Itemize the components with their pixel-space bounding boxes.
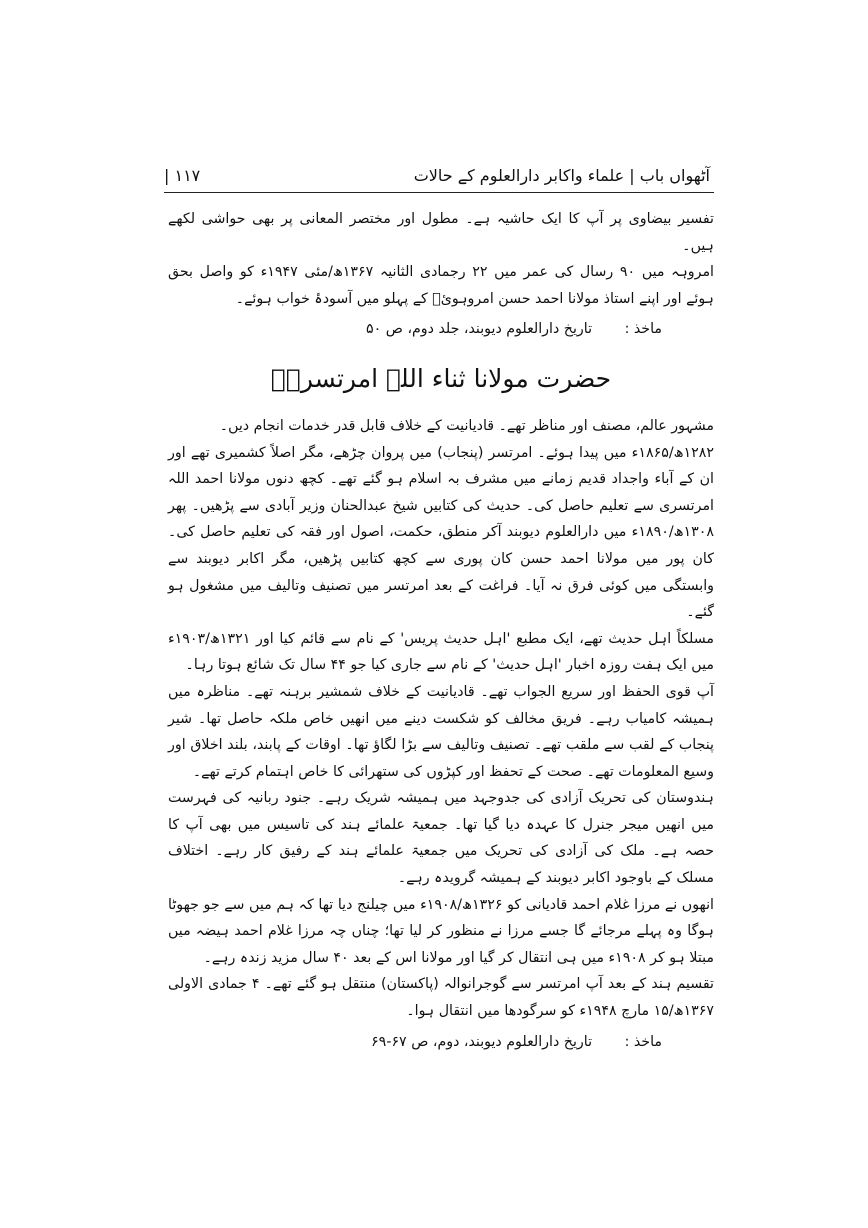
paragraph: امروہہ میں ۹۰ رسال کی عمر میں ۲۲ رجمادی الثانیہ ۱۳۶۷ھ/مئی ۱۹۴۷ء کو واصل بحق ہوئے اور اپنے استاذ مولانا احمد حسن امروہوئؒ کے پہلو میں آسودۂ خواب ہوئے۔ bbox=[168, 264, 714, 307]
section-heading: حضرت مولانا ثناء اللہ امرتسریؒ bbox=[270, 363, 612, 393]
source-label: ماخذ : bbox=[624, 321, 662, 338]
paragraph: مسلکاً اہل حدیث تھے، ایک مطبع 'اہل حدیث پریس' کے نام سے قائم کیا اور ۱۳۲۱ھ/۱۹۰۳ء میں ایک ہفت روزہ اخبار 'اہل حدیث' کے نام سے جاری کیا جو ۴۴ سال تک شائع ہوتا رہا۔ bbox=[168, 630, 714, 674]
source-text: تاریخ دارالعلوم دیوبند، جلد دوم، ص ۵۰ bbox=[366, 321, 593, 338]
source-text: تاریخ دارالعلوم دیوبند، دوم، ص ۶۷-۶۹ bbox=[371, 1033, 593, 1050]
paragraph: ہندوستان کی تحریک آزادی کی جدوجہد میں ہمیشہ شریک رہے۔ جنود ربانیہ کی فہرست میں انھیں میجر جنرل کا عہدہ دیا گیا تھا۔ جمعیۃ علمائے ہند کی تاسیس میں بھی آپ کا حصہ ہے۔ ملک کی آزادی کی تحریک میں جمعیۃ علمائے ہند کے رفیق کار رہے۔ اختلاف مسلک کے باوجود اکابر دیوبند کے ہمیشہ گرویدہ رہے۔ bbox=[168, 790, 714, 887]
paragraph: تفسیر بیضاوی پر آپ کا ایک حاشیہ ہے۔ مطول اور مختصر المعانی پر بھی حواشی لکھے ہیں۔ bbox=[168, 211, 714, 254]
header-rule bbox=[164, 192, 714, 193]
page-number: | ۱۱۷ bbox=[164, 166, 201, 185]
paragraph: ۱۲۸۲ھ/۱۸۶۵ء میں پیدا ہوئے۔ امرتسر (پنجاب) میں پروان چڑھے، مگر اصلاً کشمیری تھے اور ان کے آباء واجداد قدیم زمانے میں مشرف بہ اسلام ہو گئے تھے۔ کچھ دنوں مولانا احمد اللہ امرتسری سے تعلیم حاصل کی۔ حدیث کی کتابیں شیخ عبدالحنان وزیر آبادی سے پڑھیں۔ پھر ۱۳۰۸ھ/۱۸۹۰ء میں دارالعلوم دیوبند آکر منطق، حکمت، اصول اور فقہ کی تعلیم حاصل کی۔ کان پور میں مولانا احمد حسن کان پوری سے کچھ کتابیں پڑھیں، مگر اکابر دیوبند سے وابستگی میں کوئی فرق نہ آیا۔ فراغت کے بعد امرتسر میں تصنیف وتالیف میں مشغول ہو گئے۔ bbox=[168, 444, 714, 621]
source-reference bbox=[168, 1029, 662, 1056]
source-label: ماخذ : bbox=[624, 1033, 662, 1050]
source-reference bbox=[168, 316, 662, 343]
paragraph: انھوں نے مرزا غلام احمد قادیانی کو ۱۳۲۶ھ/۱۹۰۸ء میں چیلنج دیا تھا کہ ہم میں سے جو جھوٹا ہوگا وہ پہلے مرجائے گا جسے مرزا نے منظور کر لیا تھا؛ چناں چہ مرزا غلام احمد ہیضہ میں مبتلا ہو کر ۱۹۰۸ء میں ہی انتقال کر گیا اور مولانا اس کے بعد ۴۰ سال مزید زندہ رہے۔ bbox=[168, 896, 714, 966]
chapter-title: آٹھواں باب | علماء واکابر دارالعلوم کے حالات bbox=[413, 166, 710, 185]
paragraph: تقسیم ہند کے بعد آپ امرتسر سے گوجرانوالہ (پاکستان) منتقل ہو گئے تھے۔ ۴ جمادی الاولی ۱۳۶۷ھ/۱۵ مارچ ۱۹۴۸ء کو سرگودھا میں انتقال ہوا۔ bbox=[168, 976, 714, 1020]
running-header bbox=[164, 162, 714, 190]
paragraph: آپ قوی الحفظ اور سریع الجواب تھے۔ قادیانیت کے خلاف شمشیر برہنہ تھے۔ مناظرہ میں ہمیشہ کامیاب رہے۔ فریق مخالف کو شکست دینے میں انھیں خاص ملکہ حاصل تھا۔ شیر پنجاب کے لقب سے ملقب تھے۔ تصنیف وتالیف سے بڑا لگاؤ تھا۔ اوقات کے پابند، بلند اخلاق اور وسیع المعلومات تھے۔ صحت کے تحفظ اور کپڑوں کی ستھرائی کا خاص اہتمام کرتے تھے۔ bbox=[168, 683, 714, 780]
page-body bbox=[168, 206, 714, 1055]
paragraph: مشہور عالم، مصنف اور مناظر تھے۔ قادیانیت کے خلاف قابل قدر خدمات انجام دیں۔ bbox=[219, 417, 714, 434]
